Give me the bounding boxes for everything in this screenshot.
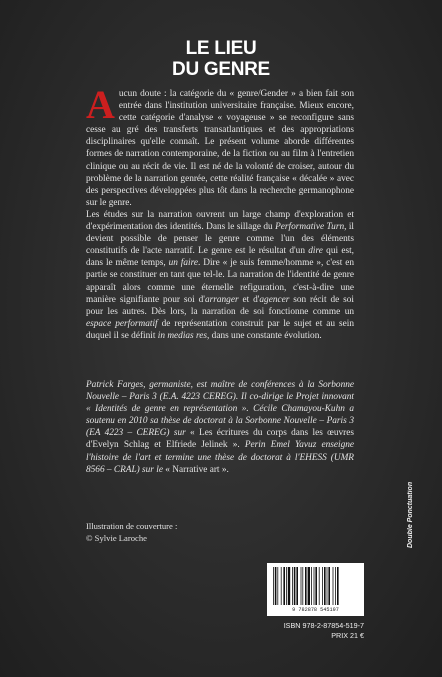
p2-text: de représentation construit par le sujet et au sein duquel il se définit bbox=[86, 318, 354, 341]
bio-text: Perin Emel Yavuz enseigne l'histoire de l'art et termine une thèse de doctorat à l'EHESS (UMR 8566 – CRAL) sur le bbox=[86, 440, 354, 475]
title-line-1: LE LIEU bbox=[185, 38, 257, 59]
credit-line-1: Illustration de couverture : bbox=[86, 521, 178, 531]
p2-text: et d' bbox=[238, 294, 260, 305]
barcode-icon bbox=[272, 567, 358, 605]
publisher-logo: Double Ponctuation bbox=[407, 481, 414, 548]
p2-text: , il devient possible de penser le genre comme l'un des éléments constitutifs de l'acte narratif. Le genre est le résultat d'un bbox=[86, 222, 354, 257]
blurb bbox=[86, 82, 355, 342]
p2-text: , dans une constante évolution. bbox=[207, 330, 322, 341]
barcode-panel bbox=[267, 563, 364, 616]
price: PRIX 21 € bbox=[331, 631, 364, 640]
blurb-paragraph-1 bbox=[86, 82, 354, 209]
credit-line-2: © Sylvie Laroche bbox=[86, 533, 147, 543]
barcode-digits: 9 782878 545197 bbox=[292, 607, 339, 613]
p2-text: . Dire « je suis femme/homme », c'est en partie se constituer en tant que tel-le. La narration de l'identité de genre apparaît alors comme une éternelle refiguration, c'est-à-dire une manière signifiante pour soi d' bbox=[86, 258, 355, 305]
p2-italic: Performative Turn bbox=[275, 222, 345, 233]
bio-upright: « Les écritures du corps dans les œuvres d'Evelyn Schlag et Elfriede Jelinek ». bbox=[86, 428, 354, 451]
cover-credit bbox=[86, 520, 286, 544]
p2-italic: un faire bbox=[168, 258, 199, 269]
p2-text: son récit de soi pour les autres. Dès lors, la narration de soi fonctionne comme un bbox=[86, 294, 354, 317]
isbn-number: ISBN 978-2-87854-519-7 bbox=[283, 621, 364, 630]
book-title bbox=[0, 38, 442, 80]
p2-text: qui est, dans le même temps, bbox=[86, 246, 354, 269]
p2-italic: agencer bbox=[259, 294, 290, 305]
author-bio bbox=[86, 379, 354, 476]
blurb-paragraph-2 bbox=[86, 209, 354, 342]
p2-italic: in medias res bbox=[157, 330, 208, 341]
p2-text: Les études sur la narration ouvrent un large champ d'exploration et d'expérimentation des identités. Dans le sillage du bbox=[86, 209, 354, 233]
p2-italic: espace performatif bbox=[86, 318, 158, 329]
title-line-2: DU GENRE bbox=[172, 59, 270, 80]
bio-text: Patrick Farges, germaniste, est maître de conférences à la Sorbonne Nouvelle – Paris 3 (E.A. 4223 CEREG). Il co-dirige le Projet innovant « Identités de genre en représentation ». Cécile Chamayou-Kuhn a soutenu en 2010 sa thèse de doctorat à la Sorbonne Nouvelle – Paris 3 (EA 4223 – CEREG) sur bbox=[86, 380, 354, 439]
p2-italic: arranger bbox=[204, 294, 239, 305]
bio-upright: « Narrative art ». bbox=[165, 464, 229, 475]
p2-italic: dire bbox=[308, 246, 323, 257]
drop-cap: A bbox=[86, 82, 115, 127]
paragraph-1-text: ucun doute : la catégorie du « genre/Gender » a bien fait son entrée dans l'institution universitaire française. Mieux encore, cette catégorie d'analyse « voyageuse » se reconfigure sans cesse au gré des transferts transatlantiques et des appropriations disciplinaires qu'elle connaît. Le présent volume aborde différentes formes de narration contemporaine, de la fiction ou au film à l'entretien clinique ou au récit de vie. Il est né de la volonté de croiser, autour du problème de la narration genrée, cette réalité française « décalée » avec des perspectives développées plus tôt dans la recherche germanophone sur le genre. bbox=[86, 89, 354, 208]
isbn-block bbox=[257, 621, 364, 641]
